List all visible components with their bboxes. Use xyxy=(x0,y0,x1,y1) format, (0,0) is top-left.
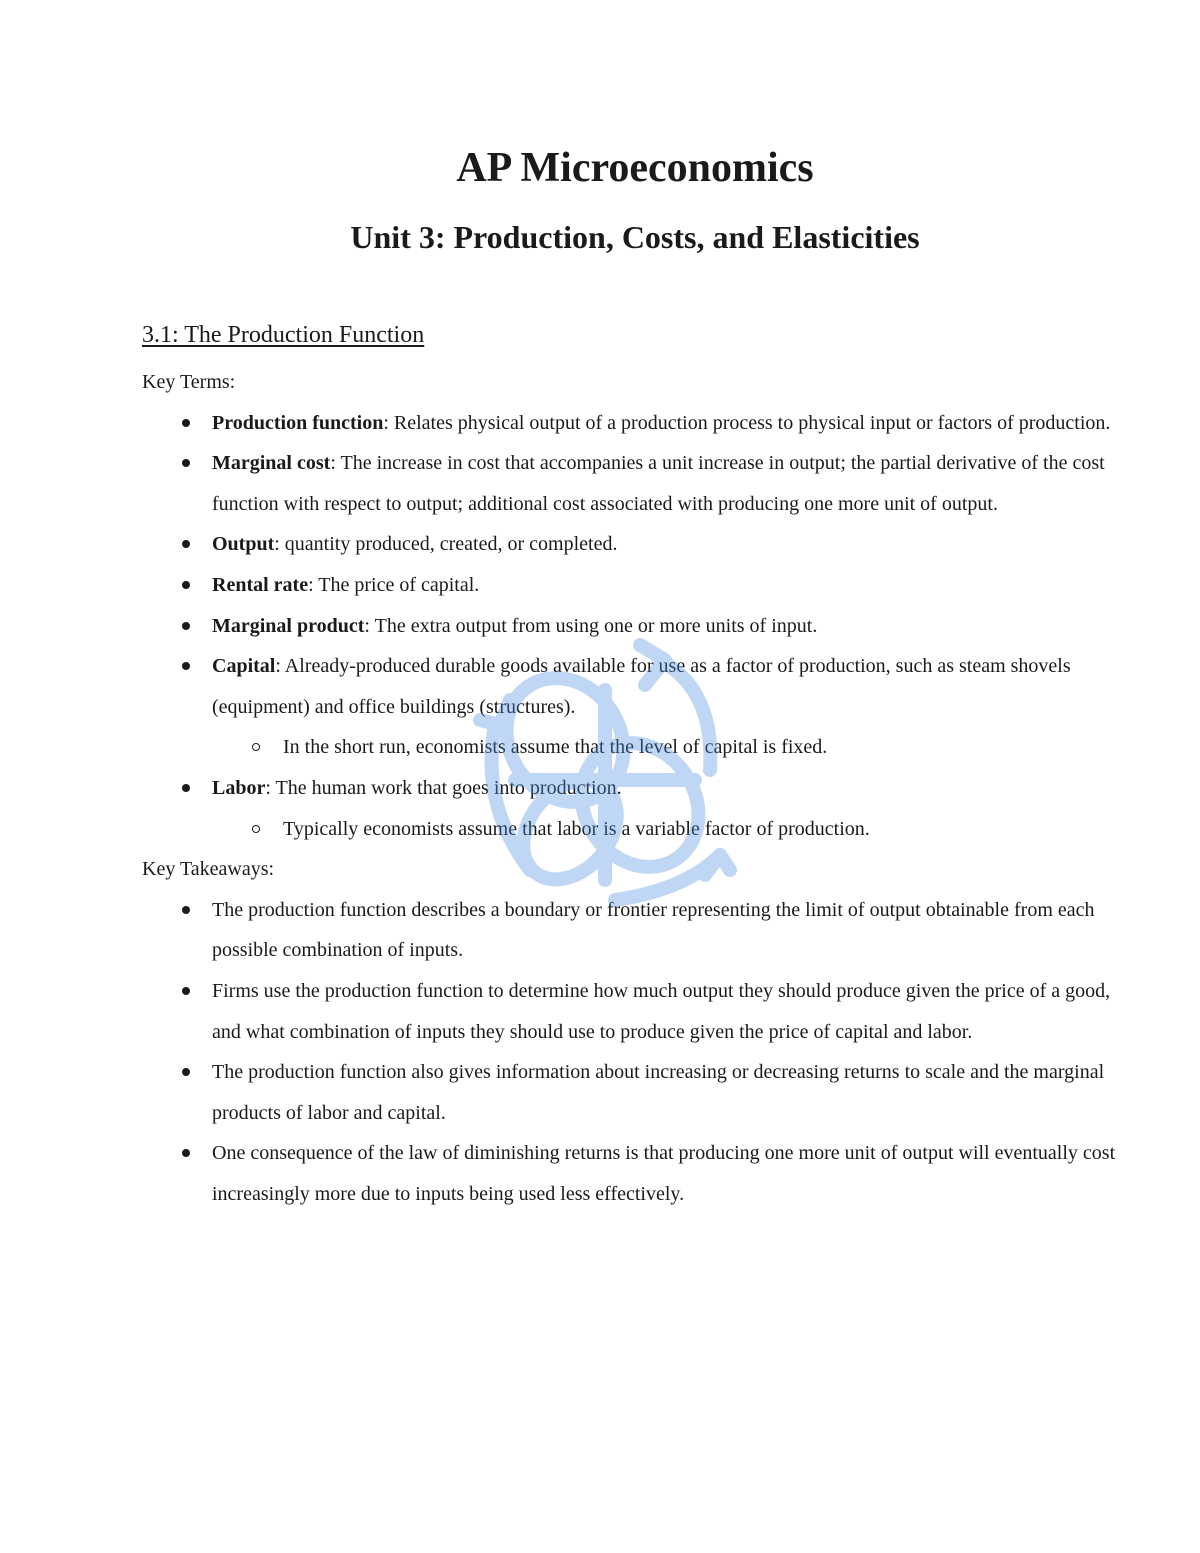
term-name: Marginal cost xyxy=(212,452,331,475)
term-definition: : The price of capital. xyxy=(308,573,480,596)
term-name: Labor xyxy=(212,776,266,799)
term-definition: : The human work that goes into production. xyxy=(265,776,622,799)
section-heading: 3.1: The Production Function xyxy=(142,322,425,348)
term-definition: : quantity produced, created, or completed. xyxy=(274,533,618,556)
term-name: Production function xyxy=(212,411,384,434)
term-definition: : The extra output from using one or more units of input. xyxy=(364,614,818,637)
term-definition: : The increase in cost that accompanies a unit increase in output; the partial derivative of the cost function with respect to output; additional cost associated with producing one more unit of output. xyxy=(212,452,1105,515)
list-item: The production function also gives information about increasing or decreasing returns to scale and the marginal products of labor and capital. xyxy=(142,1052,1142,1133)
term-definition: : Relates physical output of a production process to physical input or factors of production. xyxy=(383,411,1111,434)
list-item: Firms use the production function to determine how much output they should produce given the price of a good, and what combination of inputs they should use to produce given the price of capital and labor. xyxy=(142,971,1142,1052)
list-item xyxy=(142,443,1142,524)
list-item xyxy=(142,403,1142,444)
key-takeaways-label: Key Takeaways: xyxy=(142,858,275,881)
sub-list-item: In the short run, economists assume that the level of capital is fixed. xyxy=(212,727,1142,768)
list-item: One consequence of the law of diminishing returns is that producing one more unit of output will eventually cost increasingly more due to inputs being used less effectively. xyxy=(142,1133,1142,1214)
list-item xyxy=(142,768,1142,849)
page-subtitle: Unit 3: Production, Costs, and Elasticities xyxy=(350,219,920,255)
sub-list xyxy=(212,727,1142,768)
term-name: Marginal product xyxy=(212,614,365,637)
key-takeaways-list xyxy=(142,890,1142,1215)
list-item xyxy=(142,606,1142,647)
list-item xyxy=(142,565,1142,606)
key-terms-label: Key Terms: xyxy=(142,371,236,393)
page-title: AP Microeconomics xyxy=(456,145,814,191)
sub-list-item: Typically economists assume that labor is a variable factor of production. xyxy=(212,809,1142,850)
key-terms-list xyxy=(142,403,1142,850)
sub-list xyxy=(212,809,1142,850)
term-definition: : Already-produced durable goods available for use as a factor of production, such as steam shovels (equipment) and office buildings (structures). xyxy=(212,655,1071,718)
list-item xyxy=(142,524,1142,565)
list-item: The production function describes a boundary or frontier representing the limit of output obtainable from each possible combination of inputs. xyxy=(142,890,1142,971)
term-name: Output xyxy=(212,533,275,556)
term-name: Capital xyxy=(212,655,276,678)
term-name: Rental rate xyxy=(212,573,309,596)
list-item xyxy=(142,646,1142,768)
section-content xyxy=(142,362,1142,1214)
